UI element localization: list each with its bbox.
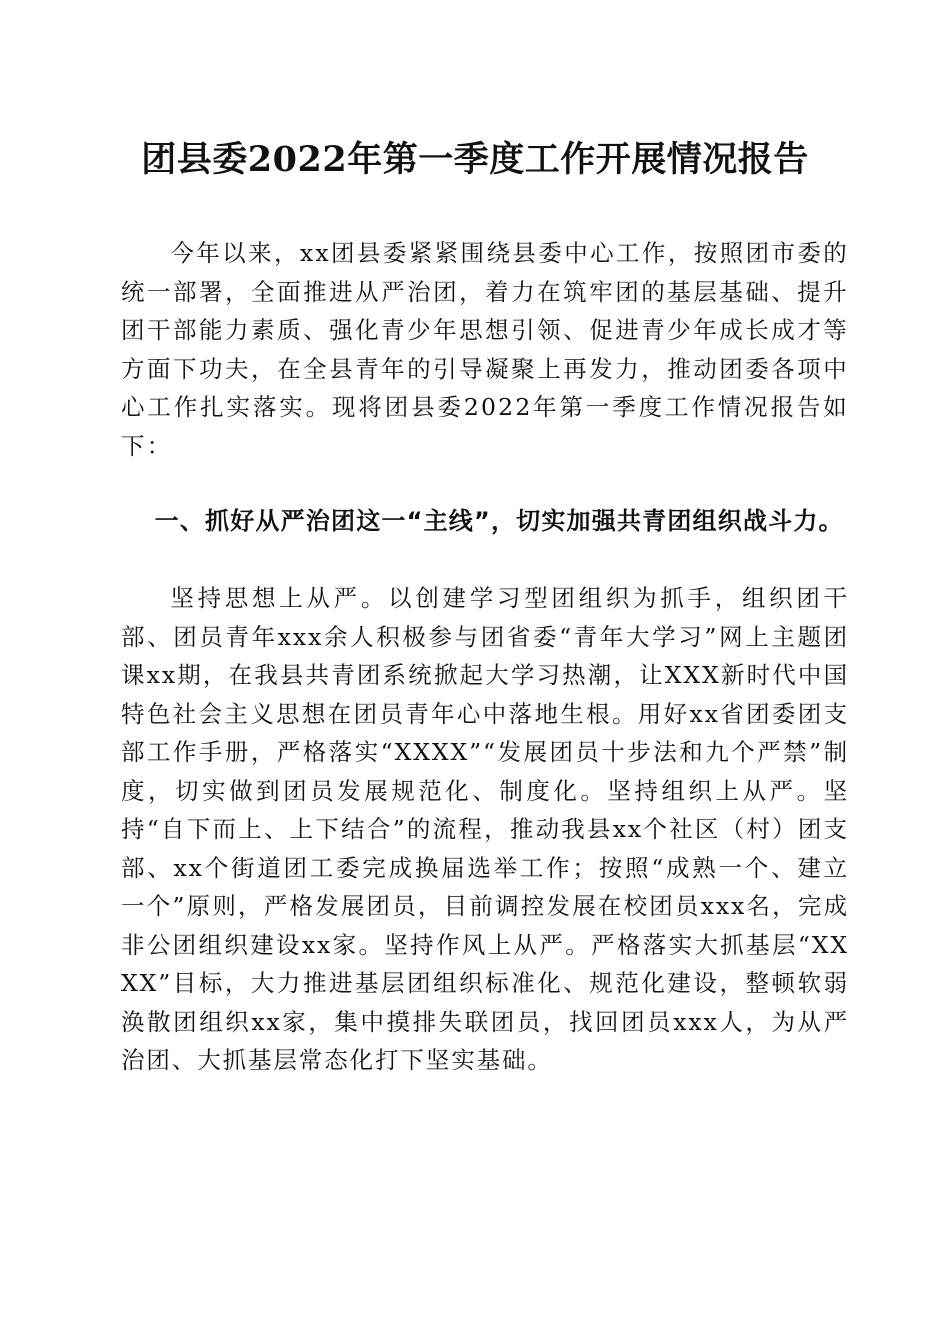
section-1-paragraph: 坚持思想上从严。以创建学习型团组织为抓手，组织团干部、团员青年xxx余人积极参与团省委“青年大学习”网上主题团课xx期，在我县共青团系统掀起大学习热潮，让XXX新时代中国特色社会主义思想在团员青年心中落地生根。用好xx省团委团支部工作手册，严格落实“XXXX”“发展团员十步法和九个严禁”制度，切实做到团员发展规范化、制度化。坚持组织上从严。坚持“自下而上、上下结合”的流程，推动我县xx个社区（村）团支部、xx个街道团工委完成换届选举工作；按照“成熟一个、建立一个”原则，严格发展团员，目前调控发展在校团员xxx名，完成非公团组织建设xx家。坚持作风上从严。严格落实大抓基层“XXXX”目标，大力推进基层团组织标准化、规范化建设，整顿软弱涣散团组织xx家，集中摸排失联团员，找回团员xxx人，为从严治团、大抓基层常态化打下坚实基础。 xyxy=(121,584,849,1074)
intro-paragraph: 今年以来，xx团县委紧紧围绕县委中心工作，按照团市委的统一部署，全面推进从严治团，着力在筑牢团的基层基础、提升团干部能力素质、强化青少年思想引领、促进青少年成长成才等方面下功夫，在全县青年的引导凝聚上再发力，推动团委各项中心工作扎实落实。现将团县委2022年第一季度工作情况报告如下： xyxy=(121,239,849,460)
document-title: 团县委2022年第一季度工作开展情况报告 xyxy=(141,139,809,180)
section-1-heading: 一、抓好从严治团这一“主线”，切实加强共青团组织战斗力。 xyxy=(154,507,844,535)
